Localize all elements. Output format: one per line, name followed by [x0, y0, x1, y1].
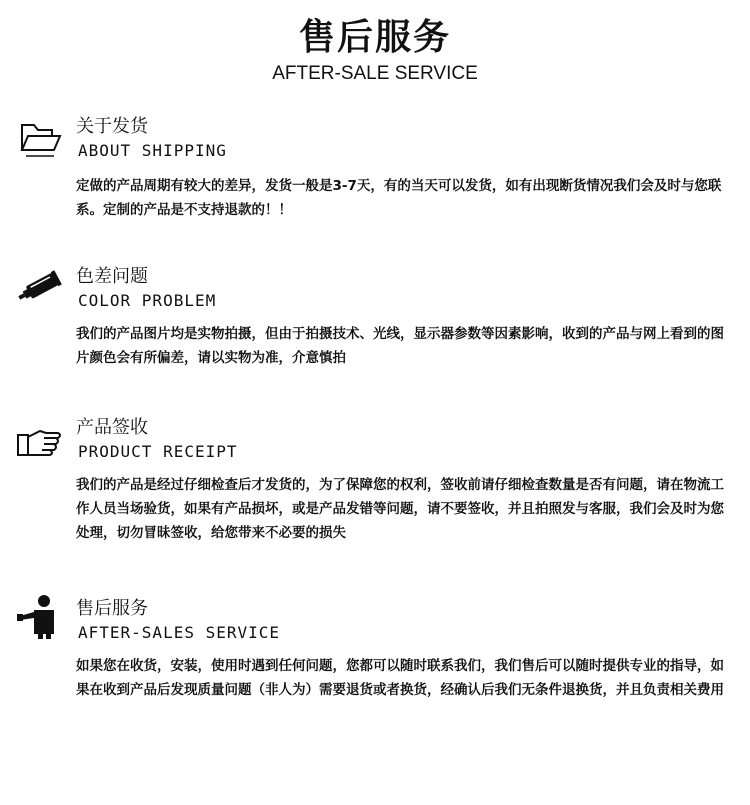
- section-title-cn: 色差问题: [76, 266, 148, 287]
- section-about-shipping: [0, 112, 750, 232]
- page-title: 售后服务: [298, 17, 451, 58]
- section-after-sales-service: [0, 594, 750, 744]
- section-body: 我们的产品图片均是实物拍摄，但由于拍摄技术、光线，显示器参数等因素影响，收到的产品与网上看到的图片颜色会有所偏差，请以实物为准，介意慎拍: [76, 326, 724, 366]
- section-body: 如果您在收货，安装，使用时遇到任何问题，您都可以随时联系我们，我们售后可以随时提供专业的指导，如果在收到产品后发现质量问题（非人为）需要退货或者换货，经确认后我们无条件退换货，并且负责相关费用: [76, 658, 724, 698]
- section-title-en: COLOR PROBLEM: [78, 291, 217, 310]
- section-color-problem: [0, 262, 750, 382]
- section-title-cn: 售后服务: [76, 598, 148, 619]
- folder-icon: [14, 116, 66, 162]
- section-product-receipt: [0, 413, 750, 553]
- section-body: 我们的产品是经过仔细检查后才发货的，为了保障您的权利，签收前请仔细检查数量是否有问题，请在物流工作人员当场验货，如果有产品损坏，或是产品发错等问题，请不要签收，并且拍照发与客服，我们会及时为您处理，切勿冒昧签收，给您带来不必要的损失: [76, 477, 724, 541]
- page-header: [0, 16, 750, 86]
- page-subtitle: AFTER-SALE SERVICE: [272, 63, 478, 84]
- section-title-en: ABOUT SHIPPING: [78, 141, 227, 160]
- section-title-cn: 关于发货: [76, 116, 148, 137]
- paint-tube-icon: [14, 264, 66, 310]
- section-body: 定做的产品周期有较大的差异，发货一般是3-7天，有的当天可以发货，如有出现断货情况我们会及时与您联系。定制的产品是不支持退款的！！: [76, 178, 722, 218]
- section-title-en: PRODUCT RECEIPT: [78, 442, 238, 461]
- service-person-icon: [14, 594, 66, 640]
- section-title-cn: 产品签收: [76, 417, 148, 438]
- section-title-en: AFTER-SALES SERVICE: [78, 623, 281, 642]
- hand-pointing-icon: [14, 421, 66, 467]
